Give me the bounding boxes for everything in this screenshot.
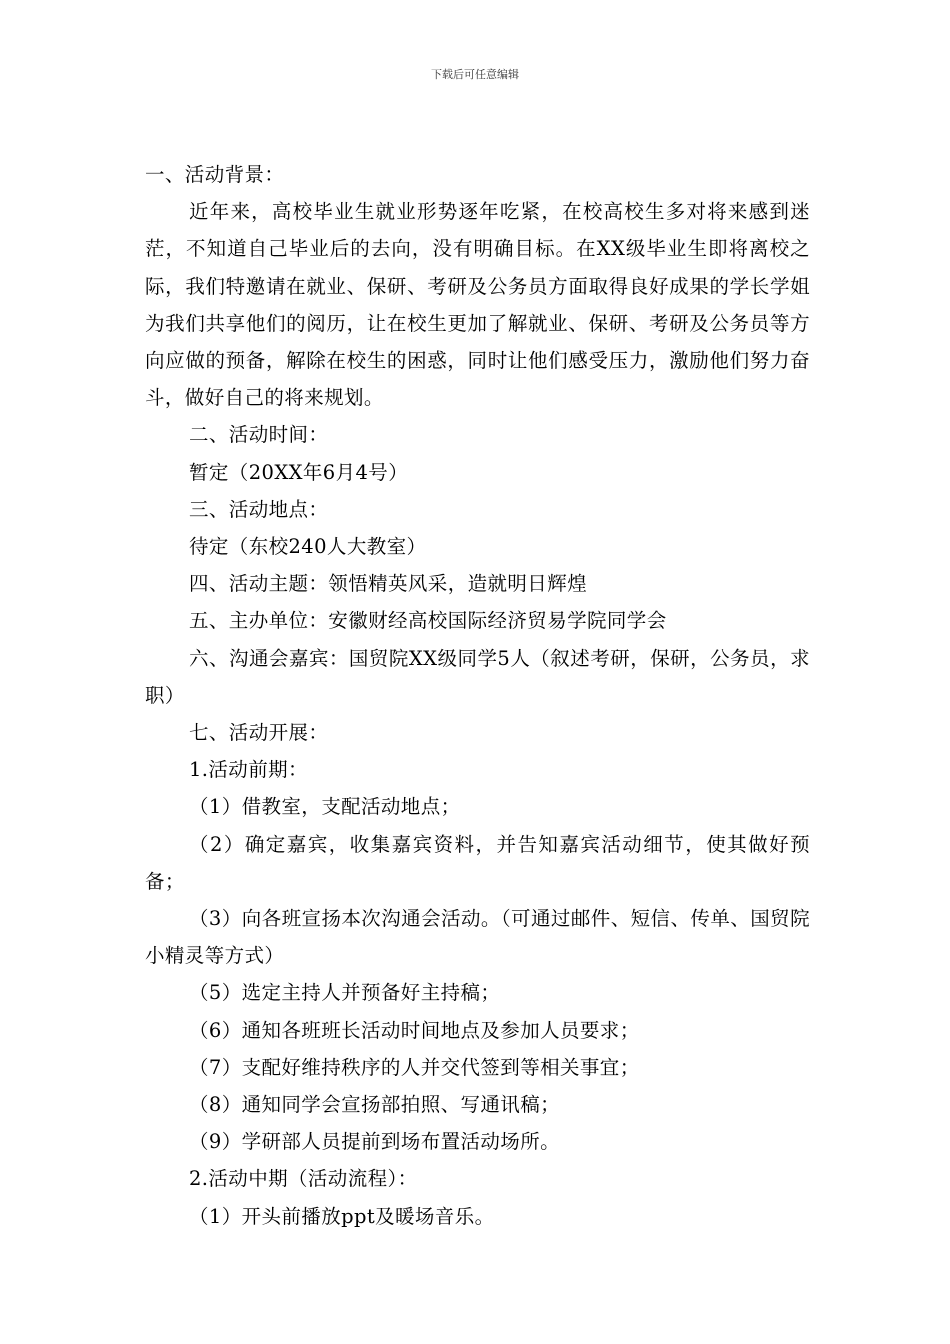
time-paragraph: 暂定（20XX年6月4号） bbox=[189, 460, 409, 484]
background-paragraph: 近年来，高校毕业生就业形势逐年吃紧，在校高校生多对将来感到迷茫，不知道自己毕业后的去向，没有明确目标。在XX级毕业生即将离校之际，我们特邀请在就业、保研、考研及公务员方面取得良好成果的学长学姐为我们共享他们的阅历，让在校生更加了解就业、保研、考研及公务员等方向应做的预备，解除在校生的困惑，同时让他们感受压力，激励他们努力奋斗，做好自己的将来规划。 bbox=[145, 200, 810, 410]
subheading-pre-activity: 1.活动前期： bbox=[189, 758, 308, 782]
section-heading-background: 一、活动背景： bbox=[145, 163, 285, 186]
location-paragraph: 待定（东校240人大教室） bbox=[189, 535, 427, 559]
section-heading-activities: 七、活动开展： bbox=[189, 721, 329, 745]
theme-paragraph: 四、活动主题：领悟精英风采，造就明日辉煌 bbox=[189, 572, 588, 596]
guests-paragraph: 六、沟通会嘉宾：国贸院XX级同学5人（叙述考研，保研，公务员，求职） bbox=[145, 646, 810, 707]
document-body bbox=[145, 156, 810, 1235]
section-heading-location: 三、活动地点： bbox=[189, 497, 329, 521]
list-item: （3）向各班宣扬本次沟通会活动。（可通过邮件、短信、传单、国贸院小精灵等方式） bbox=[145, 907, 810, 968]
list-item: （1）开头前播放ppt及暖场音乐。 bbox=[189, 1204, 495, 1228]
list-item: （8）通知同学会宣扬部拍照、写通讯稿； bbox=[189, 1093, 561, 1117]
section-heading-time: 二、活动时间： bbox=[189, 423, 329, 447]
list-item: （7）支配好维持秩序的人并交代签到等相关事宜； bbox=[189, 1055, 640, 1079]
organizer-paragraph: 五、主办单位：安徽财经高校国际经济贸易学院同学会 bbox=[189, 609, 667, 633]
list-item: （2）确定嘉宾，收集嘉宾资料，并告知嘉宾活动细节，使其做好预备； bbox=[145, 832, 810, 893]
subheading-mid-activity: 2.活动中期（活动流程）： bbox=[189, 1167, 418, 1191]
list-item: （5）选定主持人并预备好主持稿； bbox=[189, 981, 501, 1005]
page-header: 下载后可任意编辑 bbox=[431, 68, 519, 81]
list-item: （6）通知各班班长活动时间地点及参加人员要求； bbox=[189, 1018, 640, 1042]
list-item: （9）学研部人员提前到场布置活动场所。 bbox=[189, 1130, 561, 1154]
list-item: （1）借教室，支配活动地点； bbox=[189, 795, 461, 819]
